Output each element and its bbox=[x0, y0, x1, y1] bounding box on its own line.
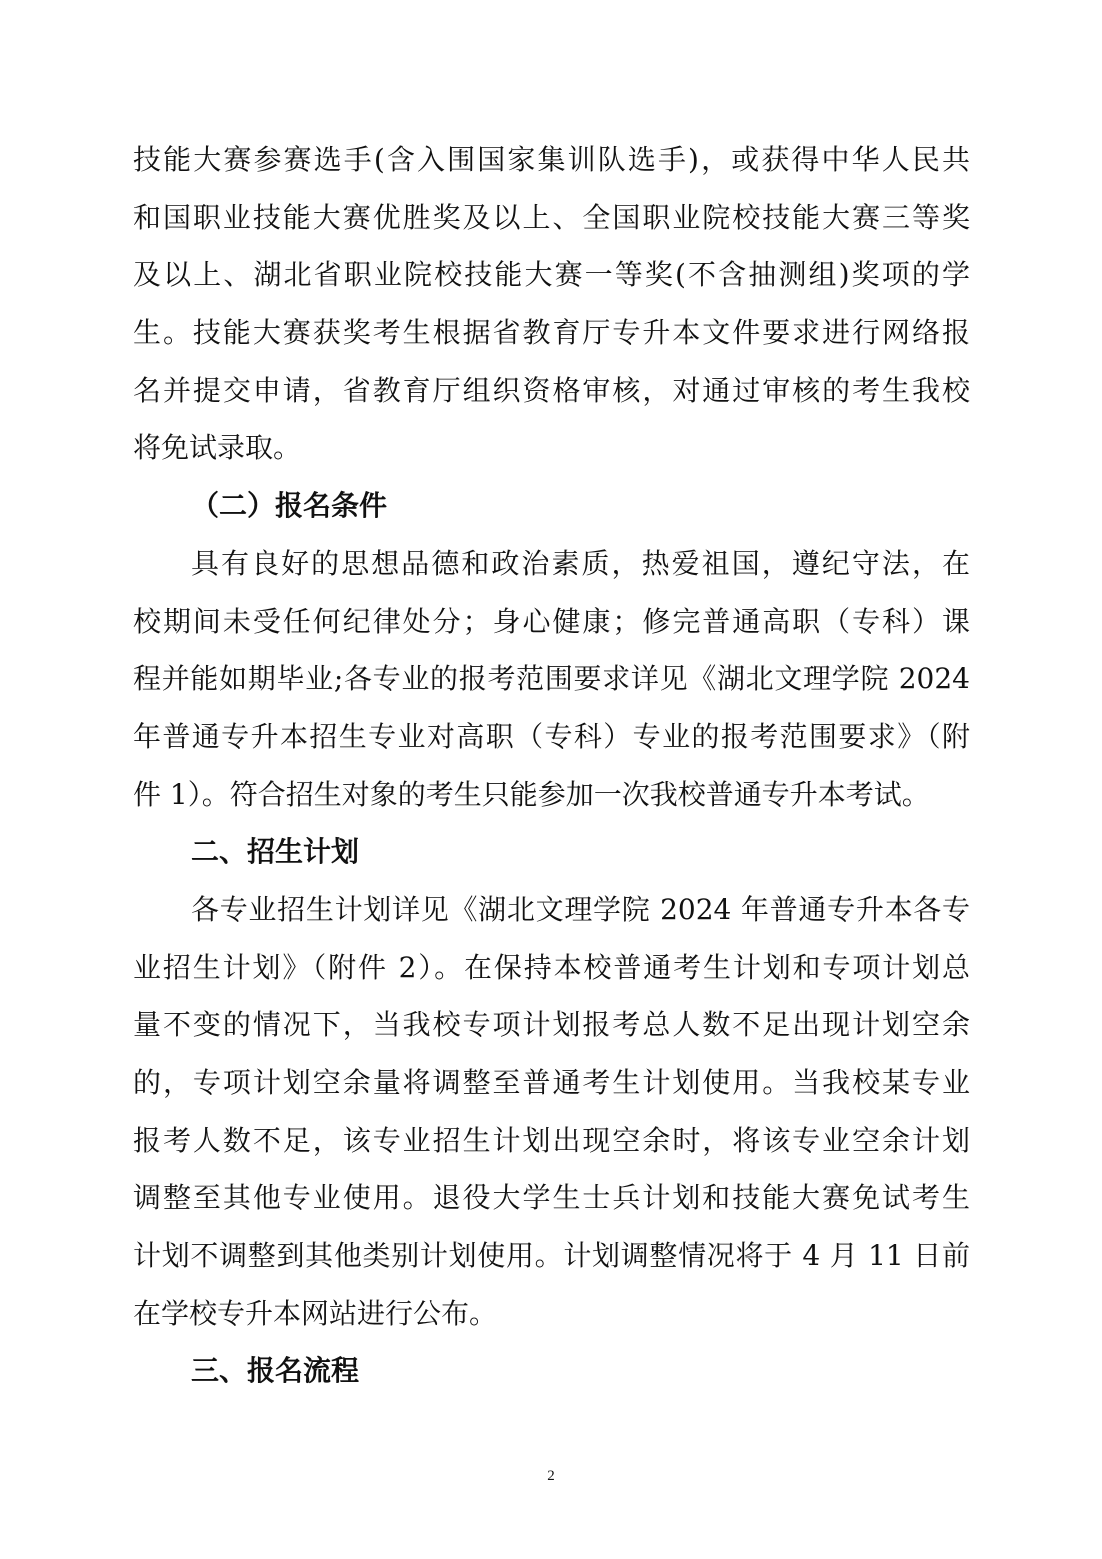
document-body bbox=[133, 131, 970, 1400]
text-line: 生。技能大赛获奖考生根据省教育厅专升本文件要求进行网络报 bbox=[133, 316, 970, 350]
section-heading bbox=[133, 477, 970, 535]
heading-text: 三、报名流程 bbox=[191, 1354, 360, 1388]
text-line: 在学校专升本网站进行公布。 bbox=[133, 1296, 498, 1330]
text-line: 年普通专升本招生专业对高职（专科）专业的报考范围要求》（附 bbox=[133, 719, 970, 753]
paragraph bbox=[133, 131, 970, 477]
text-line: 报考人数不足，该专业招生计划出现空余时，将该专业空余计划 bbox=[133, 1123, 970, 1157]
text-line: 各专业招生计划详见《湖北文理学院 2024 年普通专升本各专 bbox=[191, 892, 970, 926]
text-line: 调整至其他专业使用。退役大学生士兵计划和技能大赛免试考生 bbox=[133, 1181, 970, 1215]
text-line: 具有良好的思想品德和政治素质，热爱祖国，遵纪守法，在 bbox=[191, 546, 970, 580]
paragraph bbox=[133, 535, 970, 823]
paragraph bbox=[133, 881, 970, 1343]
text-line: 名并提交申请，省教育厅组织资格审核，对通过审核的考生我校 bbox=[133, 373, 970, 407]
text-line: 程并能如期毕业;各专业的报考范围要求详见《湖北文理学院 2024 bbox=[133, 662, 970, 696]
text-line: 将免试录取。 bbox=[133, 431, 302, 465]
section-heading bbox=[133, 1342, 970, 1400]
heading-text: （二）报名条件 bbox=[191, 489, 388, 523]
text-line: 和国职业技能大赛优胜奖及以上、全国职业院校技能大赛三等奖 bbox=[133, 200, 970, 234]
text-line: 件 1）。符合招生对象的考生只能参加一次我校普通专升本考试。 bbox=[133, 777, 930, 811]
text-line: 技能大赛参赛选手(含入围国家集训队选手)，或获得中华人民共 bbox=[133, 143, 970, 176]
text-line: 计划不调整到其他类别计划使用。计划调整情况将于 4 月 11 日前 bbox=[133, 1239, 970, 1273]
text-line: 校期间未受任何纪律处分；身心健康；修完普通高职（专科）课 bbox=[133, 604, 970, 638]
text-line: 业招生计划》（附件 2）。在保持本校普通考生计划和专项计划总 bbox=[133, 950, 970, 984]
text-line: 的，专项计划空余量将调整至普通考生计划使用。当我校某专业 bbox=[133, 1066, 970, 1099]
text-line: 量不变的情况下，当我校专项计划报考总人数不足出现计划空余 bbox=[133, 1008, 970, 1042]
section-heading bbox=[133, 823, 970, 881]
heading-text: 二、招生计划 bbox=[191, 835, 360, 869]
page-number: 2 bbox=[547, 1468, 555, 1484]
text-line: 及以上、湖北省职业院校技能大赛一等奖(不含抽测组)奖项的学 bbox=[133, 258, 970, 292]
